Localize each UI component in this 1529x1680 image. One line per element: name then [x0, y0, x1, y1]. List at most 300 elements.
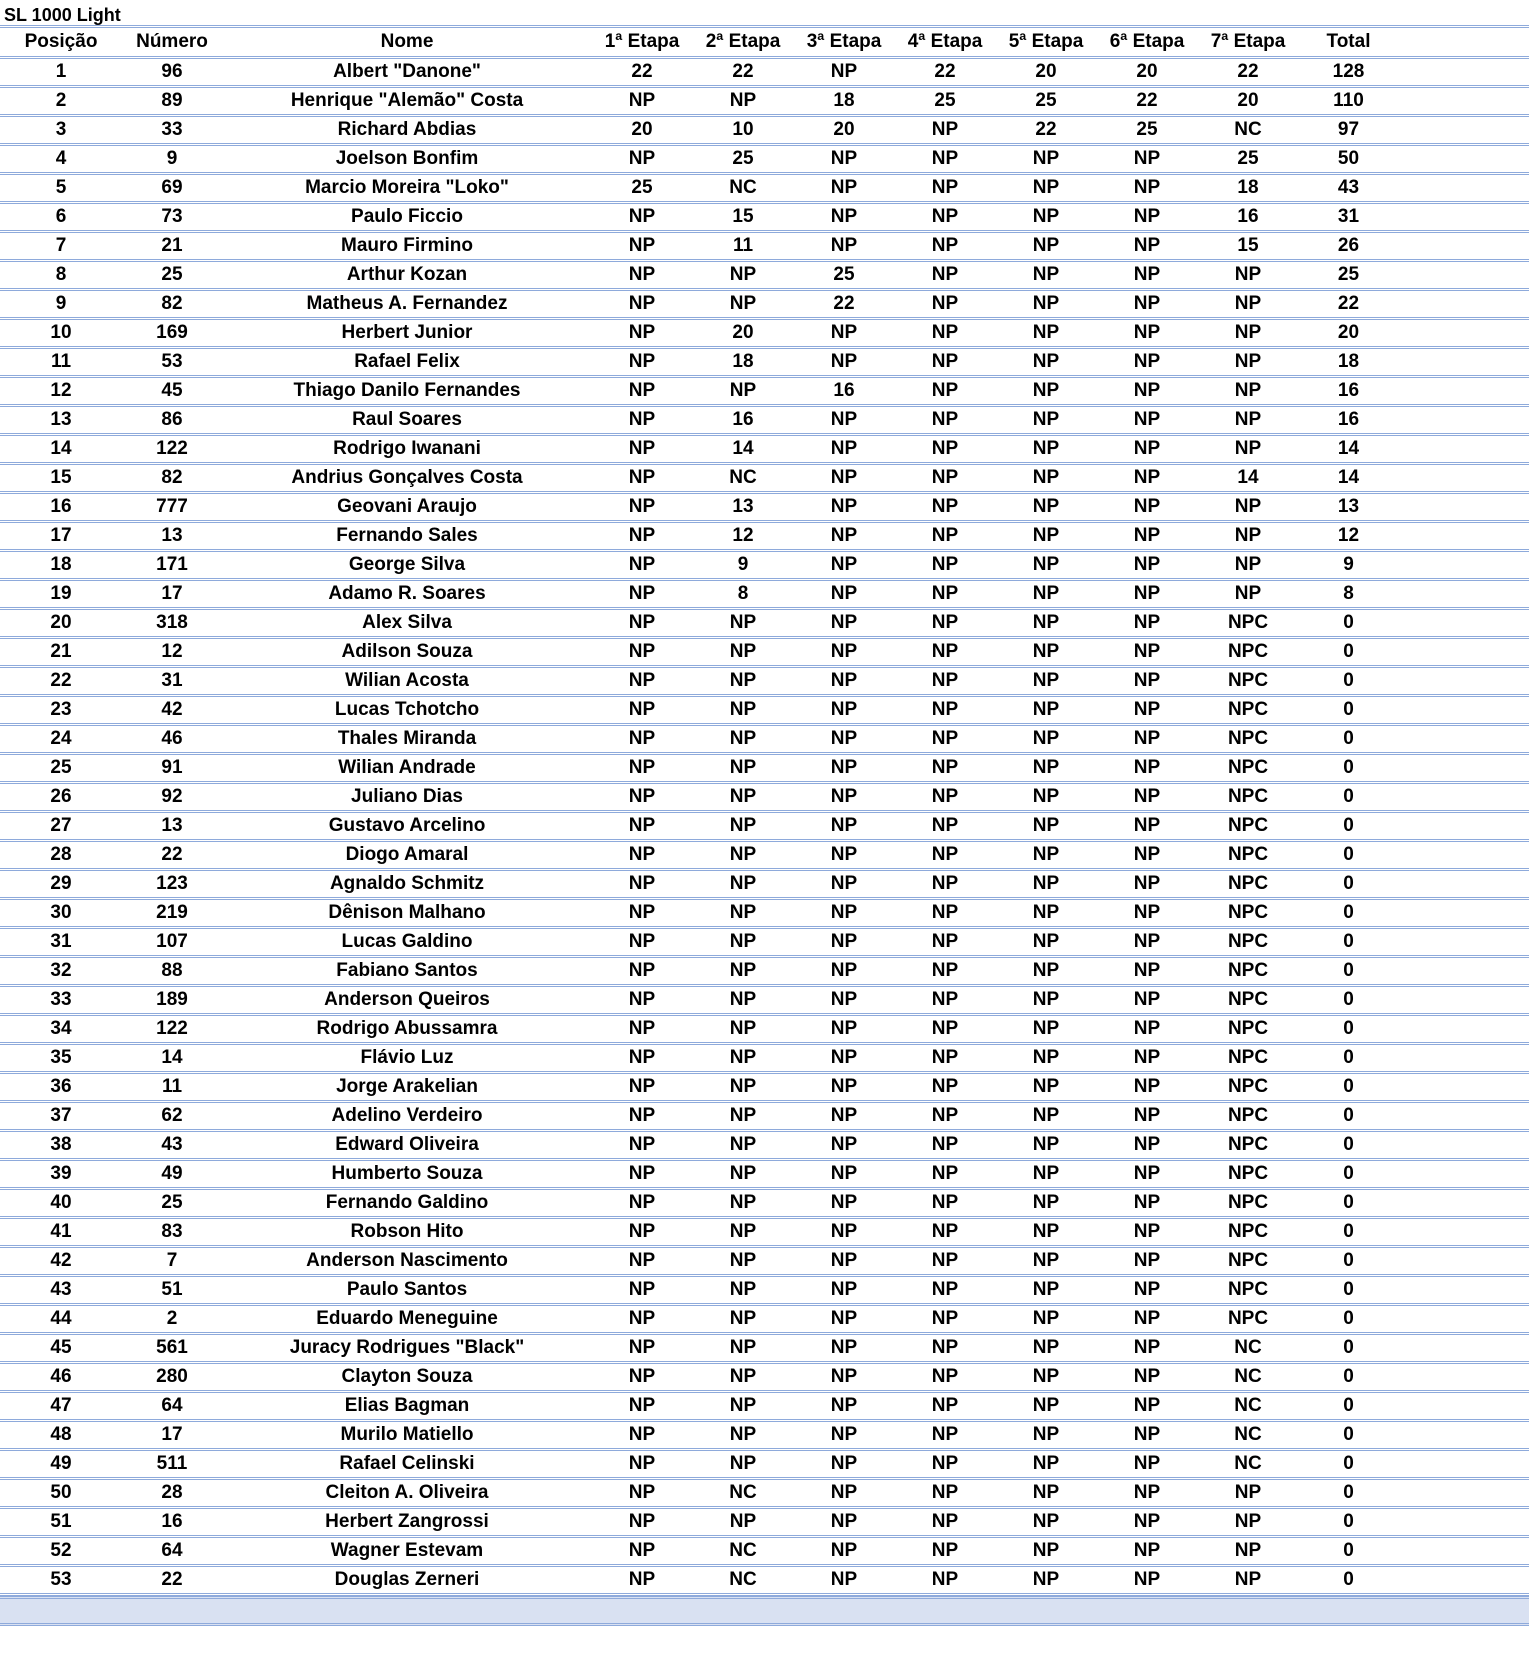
cell-stage-3: NP: [794, 666, 894, 695]
cell-empty: [1399, 115, 1529, 144]
cell-position: 9: [0, 289, 122, 318]
table-row: [0, 1246, 1529, 1275]
cell-stage-3: NP: [794, 1275, 894, 1304]
cell-number: 51: [122, 1275, 222, 1304]
cell-stage-6: NP: [1096, 695, 1198, 724]
cell-total: 128: [1298, 57, 1399, 86]
cell-number: 86: [122, 405, 222, 434]
cell-stage-6: 22: [1096, 86, 1198, 115]
cell-number: 25: [122, 260, 222, 289]
cell-stage-4: NP: [894, 811, 996, 840]
cell-number: 17: [122, 579, 222, 608]
cell-stage-7: NPC: [1198, 1043, 1298, 1072]
table-row: [0, 840, 1529, 869]
cell-position: 19: [0, 579, 122, 608]
cell-name: Thiago Danilo Fernandes: [222, 376, 592, 405]
cell-stage-5: NP: [996, 1333, 1096, 1362]
cell-stage-2: NP: [692, 956, 794, 985]
cell-stage-4: NP: [894, 1043, 996, 1072]
cell-stage-6: NP: [1096, 898, 1198, 927]
cell-stage-1: NP: [592, 463, 692, 492]
cell-stage-1: NP: [592, 347, 692, 376]
cell-stage-6: NP: [1096, 1333, 1198, 1362]
cell-position: 8: [0, 260, 122, 289]
table-row: [0, 695, 1529, 724]
cell-stage-1: NP: [592, 898, 692, 927]
cell-stage-7: NPC: [1198, 666, 1298, 695]
cell-stage-5: NP: [996, 927, 1096, 956]
cell-stage-4: 25: [894, 86, 996, 115]
cell-stage-2: NP: [692, 1043, 794, 1072]
cell-number: 53: [122, 347, 222, 376]
cell-position: 49: [0, 1449, 122, 1478]
cell-stage-6: NP: [1096, 492, 1198, 521]
cell-stage-6: NP: [1096, 724, 1198, 753]
cell-stage-2: NP: [692, 260, 794, 289]
table-row: [0, 260, 1529, 289]
cell-name: Jorge Arakelian: [222, 1072, 592, 1101]
cell-stage-4: NP: [894, 521, 996, 550]
cell-stage-3: NP: [794, 608, 894, 637]
cell-stage-5: NP: [996, 202, 1096, 231]
cell-total: 110: [1298, 86, 1399, 115]
cell-stage-7: NC: [1198, 1449, 1298, 1478]
cell-total: 16: [1298, 405, 1399, 434]
cell-stage-7: NPC: [1198, 1217, 1298, 1246]
cell-stage-7: NP: [1198, 376, 1298, 405]
cell-total: 0: [1298, 1536, 1399, 1565]
cell-stage-3: 16: [794, 376, 894, 405]
cell-stage-6: NP: [1096, 666, 1198, 695]
cell-empty: [1399, 1217, 1529, 1246]
cell-stage-5: NP: [996, 376, 1096, 405]
cell-stage-1: NP: [592, 869, 692, 898]
cell-stage-5: NP: [996, 318, 1096, 347]
cell-stage-6: NP: [1096, 405, 1198, 434]
cell-stage-5: NP: [996, 1362, 1096, 1391]
cell-number: 49: [122, 1159, 222, 1188]
cell-total: 0: [1298, 695, 1399, 724]
cell-stage-4: NP: [894, 869, 996, 898]
cell-stage-5: 20: [996, 57, 1096, 86]
cell-stage-2: NP: [692, 1246, 794, 1275]
cell-name: Agnaldo Schmitz: [222, 869, 592, 898]
cell-position: 39: [0, 1159, 122, 1188]
cell-position: 28: [0, 840, 122, 869]
cell-stage-4: NP: [894, 376, 996, 405]
cell-stage-4: NP: [894, 1565, 996, 1594]
cell-position: 4: [0, 144, 122, 173]
cell-number: 777: [122, 492, 222, 521]
cell-empty: [1399, 956, 1529, 985]
cell-stage-6: NP: [1096, 927, 1198, 956]
cell-number: 28: [122, 1478, 222, 1507]
cell-stage-3: NP: [794, 173, 894, 202]
cell-total: 0: [1298, 1043, 1399, 1072]
cell-stage-2: NP: [692, 1101, 794, 1130]
cell-name: Rodrigo Abussamra: [222, 1014, 592, 1043]
cell-stage-7: NPC: [1198, 724, 1298, 753]
cell-stage-1: NP: [592, 608, 692, 637]
cell-empty: [1399, 695, 1529, 724]
cell-stage-3: NP: [794, 1420, 894, 1449]
cell-empty: [1399, 1159, 1529, 1188]
cell-empty: [1399, 260, 1529, 289]
cell-stage-6: NP: [1096, 1420, 1198, 1449]
cell-name: Fernando Sales: [222, 521, 592, 550]
cell-empty: [1399, 1101, 1529, 1130]
cell-stage-2: 18: [692, 347, 794, 376]
cell-empty: [1399, 405, 1529, 434]
cell-stage-5: NP: [996, 985, 1096, 1014]
cell-stage-6: NP: [1096, 753, 1198, 782]
cell-name: Clayton Souza: [222, 1362, 592, 1391]
cell-stage-2: NC: [692, 173, 794, 202]
cell-stage-4: NP: [894, 463, 996, 492]
cell-stage-1: NP: [592, 724, 692, 753]
cell-number: 122: [122, 1014, 222, 1043]
cell-name: George Silva: [222, 550, 592, 579]
cell-empty: [1399, 1478, 1529, 1507]
cell-total: 25: [1298, 260, 1399, 289]
cell-stage-5: NP: [996, 1130, 1096, 1159]
cell-position: 13: [0, 405, 122, 434]
cell-stage-1: NP: [592, 521, 692, 550]
cell-name: Albert "Danone": [222, 57, 592, 86]
cell-stage-7: NPC: [1198, 1072, 1298, 1101]
cell-stage-1: NP: [592, 1362, 692, 1391]
cell-stage-7: NPC: [1198, 1130, 1298, 1159]
table-row: [0, 1014, 1529, 1043]
table-row: [0, 1449, 1529, 1478]
cell-stage-3: NP: [794, 1188, 894, 1217]
cell-stage-2: NC: [692, 1536, 794, 1565]
cell-stage-4: NP: [894, 231, 996, 260]
cell-total: 0: [1298, 1159, 1399, 1188]
cell-stage-6: 25: [1096, 115, 1198, 144]
cell-empty: [1399, 1188, 1529, 1217]
table-row: [0, 1536, 1529, 1565]
cell-stage-6: NP: [1096, 347, 1198, 376]
cell-number: 82: [122, 289, 222, 318]
cell-stage-5: NP: [996, 1420, 1096, 1449]
cell-stage-6: NP: [1096, 1072, 1198, 1101]
cell-stage-4: NP: [894, 579, 996, 608]
cell-stage-1: NP: [592, 637, 692, 666]
cell-stage-7: NPC: [1198, 1014, 1298, 1043]
table-row: [0, 57, 1529, 86]
cell-stage-7: NP: [1198, 521, 1298, 550]
table-row: [0, 724, 1529, 753]
cell-stage-4: NP: [894, 1449, 996, 1478]
table-row: [0, 318, 1529, 347]
cell-stage-6: NP: [1096, 1478, 1198, 1507]
cell-stage-6: NP: [1096, 1217, 1198, 1246]
table-row: [0, 956, 1529, 985]
cell-stage-2: 9: [692, 550, 794, 579]
cell-stage-1: NP: [592, 1072, 692, 1101]
cell-position: 22: [0, 666, 122, 695]
cell-stage-1: NP: [592, 1304, 692, 1333]
cell-stage-5: NP: [996, 1449, 1096, 1478]
cell-stage-2: 25: [692, 144, 794, 173]
table-row: [0, 1420, 1529, 1449]
table-row: [0, 405, 1529, 434]
cell-number: 22: [122, 840, 222, 869]
cell-total: 0: [1298, 1246, 1399, 1275]
cell-name: Anderson Queiros: [222, 985, 592, 1014]
cell-stage-7: NC: [1198, 1391, 1298, 1420]
cell-position: 26: [0, 782, 122, 811]
cell-total: 0: [1298, 724, 1399, 753]
cell-position: 17: [0, 521, 122, 550]
table-row: [0, 1565, 1529, 1594]
cell-stage-6: NP: [1096, 260, 1198, 289]
cell-empty: [1399, 1333, 1529, 1362]
table-body: [0, 57, 1529, 1594]
cell-stage-5: NP: [996, 956, 1096, 985]
cell-total: 0: [1298, 956, 1399, 985]
cell-stage-6: NP: [1096, 1014, 1198, 1043]
cell-total: 0: [1298, 1391, 1399, 1420]
cell-empty: [1399, 550, 1529, 579]
cell-number: 96: [122, 57, 222, 86]
cell-stage-3: NP: [794, 1391, 894, 1420]
cell-total: 0: [1298, 666, 1399, 695]
cell-position: 3: [0, 115, 122, 144]
cell-total: 0: [1298, 608, 1399, 637]
cell-stage-1: NP: [592, 927, 692, 956]
cell-number: 82: [122, 463, 222, 492]
table-row: [0, 1333, 1529, 1362]
cell-stage-4: NP: [894, 637, 996, 666]
cell-stage-2: NC: [692, 1565, 794, 1594]
table-row: [0, 1188, 1529, 1217]
cell-number: 64: [122, 1536, 222, 1565]
table-row: [0, 144, 1529, 173]
cell-stage-2: NP: [692, 1275, 794, 1304]
sheet-title: SL 1000 Light: [0, 0, 1529, 28]
cell-empty: [1399, 1130, 1529, 1159]
cell-stage-3: 18: [794, 86, 894, 115]
cell-stage-4: NP: [894, 724, 996, 753]
cell-stage-3: 22: [794, 289, 894, 318]
cell-stage-7: NPC: [1198, 840, 1298, 869]
cell-stage-3: NP: [794, 782, 894, 811]
cell-number: 7: [122, 1246, 222, 1275]
cell-stage-1: NP: [592, 550, 692, 579]
cell-number: 69: [122, 173, 222, 202]
cell-stage-5: NP: [996, 1072, 1096, 1101]
cell-position: 20: [0, 608, 122, 637]
cell-name: Edward Oliveira: [222, 1130, 592, 1159]
cell-name: Alex Silva: [222, 608, 592, 637]
cell-number: 122: [122, 434, 222, 463]
cell-stage-4: NP: [894, 1072, 996, 1101]
cell-stage-7: 14: [1198, 463, 1298, 492]
cell-position: 43: [0, 1275, 122, 1304]
cell-stage-4: NP: [894, 260, 996, 289]
cell-stage-1: NP: [592, 434, 692, 463]
table-row: [0, 753, 1529, 782]
cell-number: 64: [122, 1391, 222, 1420]
cell-stage-3: NP: [794, 550, 894, 579]
cell-stage-4: NP: [894, 1333, 996, 1362]
table-row: [0, 492, 1529, 521]
cell-stage-4: NP: [894, 927, 996, 956]
cell-stage-5: NP: [996, 898, 1096, 927]
table-row: [0, 579, 1529, 608]
cell-stage-4: NP: [894, 1246, 996, 1275]
cell-stage-7: NPC: [1198, 811, 1298, 840]
cell-stage-4: NP: [894, 289, 996, 318]
cell-stage-5: NP: [996, 1101, 1096, 1130]
cell-empty: [1399, 1072, 1529, 1101]
cell-stage-3: NP: [794, 202, 894, 231]
cell-stage-5: NP: [996, 260, 1096, 289]
cell-stage-4: NP: [894, 608, 996, 637]
cell-stage-5: NP: [996, 463, 1096, 492]
cell-total: 31: [1298, 202, 1399, 231]
cell-position: 35: [0, 1043, 122, 1072]
cell-stage-3: NP: [794, 521, 894, 550]
cell-stage-3: NP: [794, 463, 894, 492]
cell-stage-2: 10: [692, 115, 794, 144]
cell-empty: [1399, 985, 1529, 1014]
cell-name: Dênison Malhano: [222, 898, 592, 927]
cell-stage-5: NP: [996, 579, 1096, 608]
cell-stage-3: NP: [794, 347, 894, 376]
cell-stage-1: NP: [592, 1043, 692, 1072]
table-row: [0, 637, 1529, 666]
cell-stage-1: NP: [592, 492, 692, 521]
cell-stage-2: NP: [692, 1420, 794, 1449]
cell-stage-2: NC: [692, 463, 794, 492]
cell-stage-3: NP: [794, 57, 894, 86]
table-row: [0, 1101, 1529, 1130]
cell-stage-5: NP: [996, 637, 1096, 666]
cell-position: 36: [0, 1072, 122, 1101]
cell-stage-2: NP: [692, 637, 794, 666]
cell-stage-5: NP: [996, 1043, 1096, 1072]
cell-stage-1: 25: [592, 173, 692, 202]
cell-total: 50: [1298, 144, 1399, 173]
cell-total: 18: [1298, 347, 1399, 376]
cell-stage-1: 22: [592, 57, 692, 86]
cell-stage-4: NP: [894, 550, 996, 579]
cell-stage-7: NPC: [1198, 1159, 1298, 1188]
cell-stage-7: NP: [1198, 260, 1298, 289]
cell-name: Mauro Firmino: [222, 231, 592, 260]
cell-stage-5: NP: [996, 231, 1096, 260]
cell-stage-4: NP: [894, 492, 996, 521]
cell-empty: [1399, 753, 1529, 782]
cell-number: 91: [122, 753, 222, 782]
cell-number: 92: [122, 782, 222, 811]
cell-stage-1: NP: [592, 1130, 692, 1159]
cell-stage-4: NP: [894, 1188, 996, 1217]
cell-stage-4: NP: [894, 1391, 996, 1420]
cell-position: 10: [0, 318, 122, 347]
cell-number: 22: [122, 1565, 222, 1594]
cell-stage-5: NP: [996, 1507, 1096, 1536]
cell-stage-7: NPC: [1198, 637, 1298, 666]
cell-stage-6: NP: [1096, 521, 1198, 550]
cell-empty: [1399, 1449, 1529, 1478]
cell-name: Andrius Gonçalves Costa: [222, 463, 592, 492]
table-row: [0, 1130, 1529, 1159]
cell-empty: [1399, 463, 1529, 492]
cell-name: Henrique "Alemão" Costa: [222, 86, 592, 115]
cell-number: 88: [122, 956, 222, 985]
cell-stage-3: NP: [794, 1362, 894, 1391]
cell-stage-5: NP: [996, 1304, 1096, 1333]
cell-stage-6: NP: [1096, 1275, 1198, 1304]
table-row: [0, 1072, 1529, 1101]
cell-total: 0: [1298, 898, 1399, 927]
cell-number: 83: [122, 1217, 222, 1246]
cell-stage-1: NP: [592, 86, 692, 115]
cell-stage-5: NP: [996, 405, 1096, 434]
cell-name: Herbert Zangrossi: [222, 1507, 592, 1536]
cell-stage-7: NP: [1198, 405, 1298, 434]
cell-position: 30: [0, 898, 122, 927]
cell-stage-3: NP: [794, 1014, 894, 1043]
table-row: [0, 202, 1529, 231]
cell-stage-1: NP: [592, 1333, 692, 1362]
cell-name: Anderson Nascimento: [222, 1246, 592, 1275]
cell-empty: [1399, 927, 1529, 956]
cell-stage-1: NP: [592, 1507, 692, 1536]
cell-stage-6: NP: [1096, 1246, 1198, 1275]
cell-stage-7: 25: [1198, 144, 1298, 173]
cell-stage-1: NP: [592, 260, 692, 289]
cell-stage-4: NP: [894, 1507, 996, 1536]
cell-empty: [1399, 666, 1529, 695]
cell-stage-5: NP: [996, 811, 1096, 840]
cell-stage-4: NP: [894, 695, 996, 724]
cell-stage-2: NP: [692, 1130, 794, 1159]
cell-stage-6: NP: [1096, 173, 1198, 202]
cell-stage-6: NP: [1096, 202, 1198, 231]
cell-stage-3: NP: [794, 1478, 894, 1507]
cell-stage-4: NP: [894, 405, 996, 434]
cell-name: Rafael Felix: [222, 347, 592, 376]
cell-name: Arthur Kozan: [222, 260, 592, 289]
cell-stage-5: NP: [996, 173, 1096, 202]
table-row: [0, 550, 1529, 579]
table-row: [0, 376, 1529, 405]
cell-name: Lucas Tchotcho: [222, 695, 592, 724]
cell-stage-3: NP: [794, 1449, 894, 1478]
cell-total: 0: [1298, 1304, 1399, 1333]
cell-stage-5: NP: [996, 1246, 1096, 1275]
cell-name: Juracy Rodrigues "Black": [222, 1333, 592, 1362]
cell-number: 280: [122, 1362, 222, 1391]
cell-stage-7: NPC: [1198, 956, 1298, 985]
cell-stage-6: NP: [1096, 463, 1198, 492]
cell-empty: [1399, 1362, 1529, 1391]
cell-stage-3: NP: [794, 898, 894, 927]
cell-stage-5: NP: [996, 608, 1096, 637]
cell-stage-3: NP: [794, 1043, 894, 1072]
cell-name: Eduardo Meneguine: [222, 1304, 592, 1333]
cell-stage-3: NP: [794, 1101, 894, 1130]
cell-stage-5: NP: [996, 347, 1096, 376]
cell-number: 511: [122, 1449, 222, 1478]
cell-name: Wagner Estevam: [222, 1536, 592, 1565]
cell-stage-5: NP: [996, 1159, 1096, 1188]
